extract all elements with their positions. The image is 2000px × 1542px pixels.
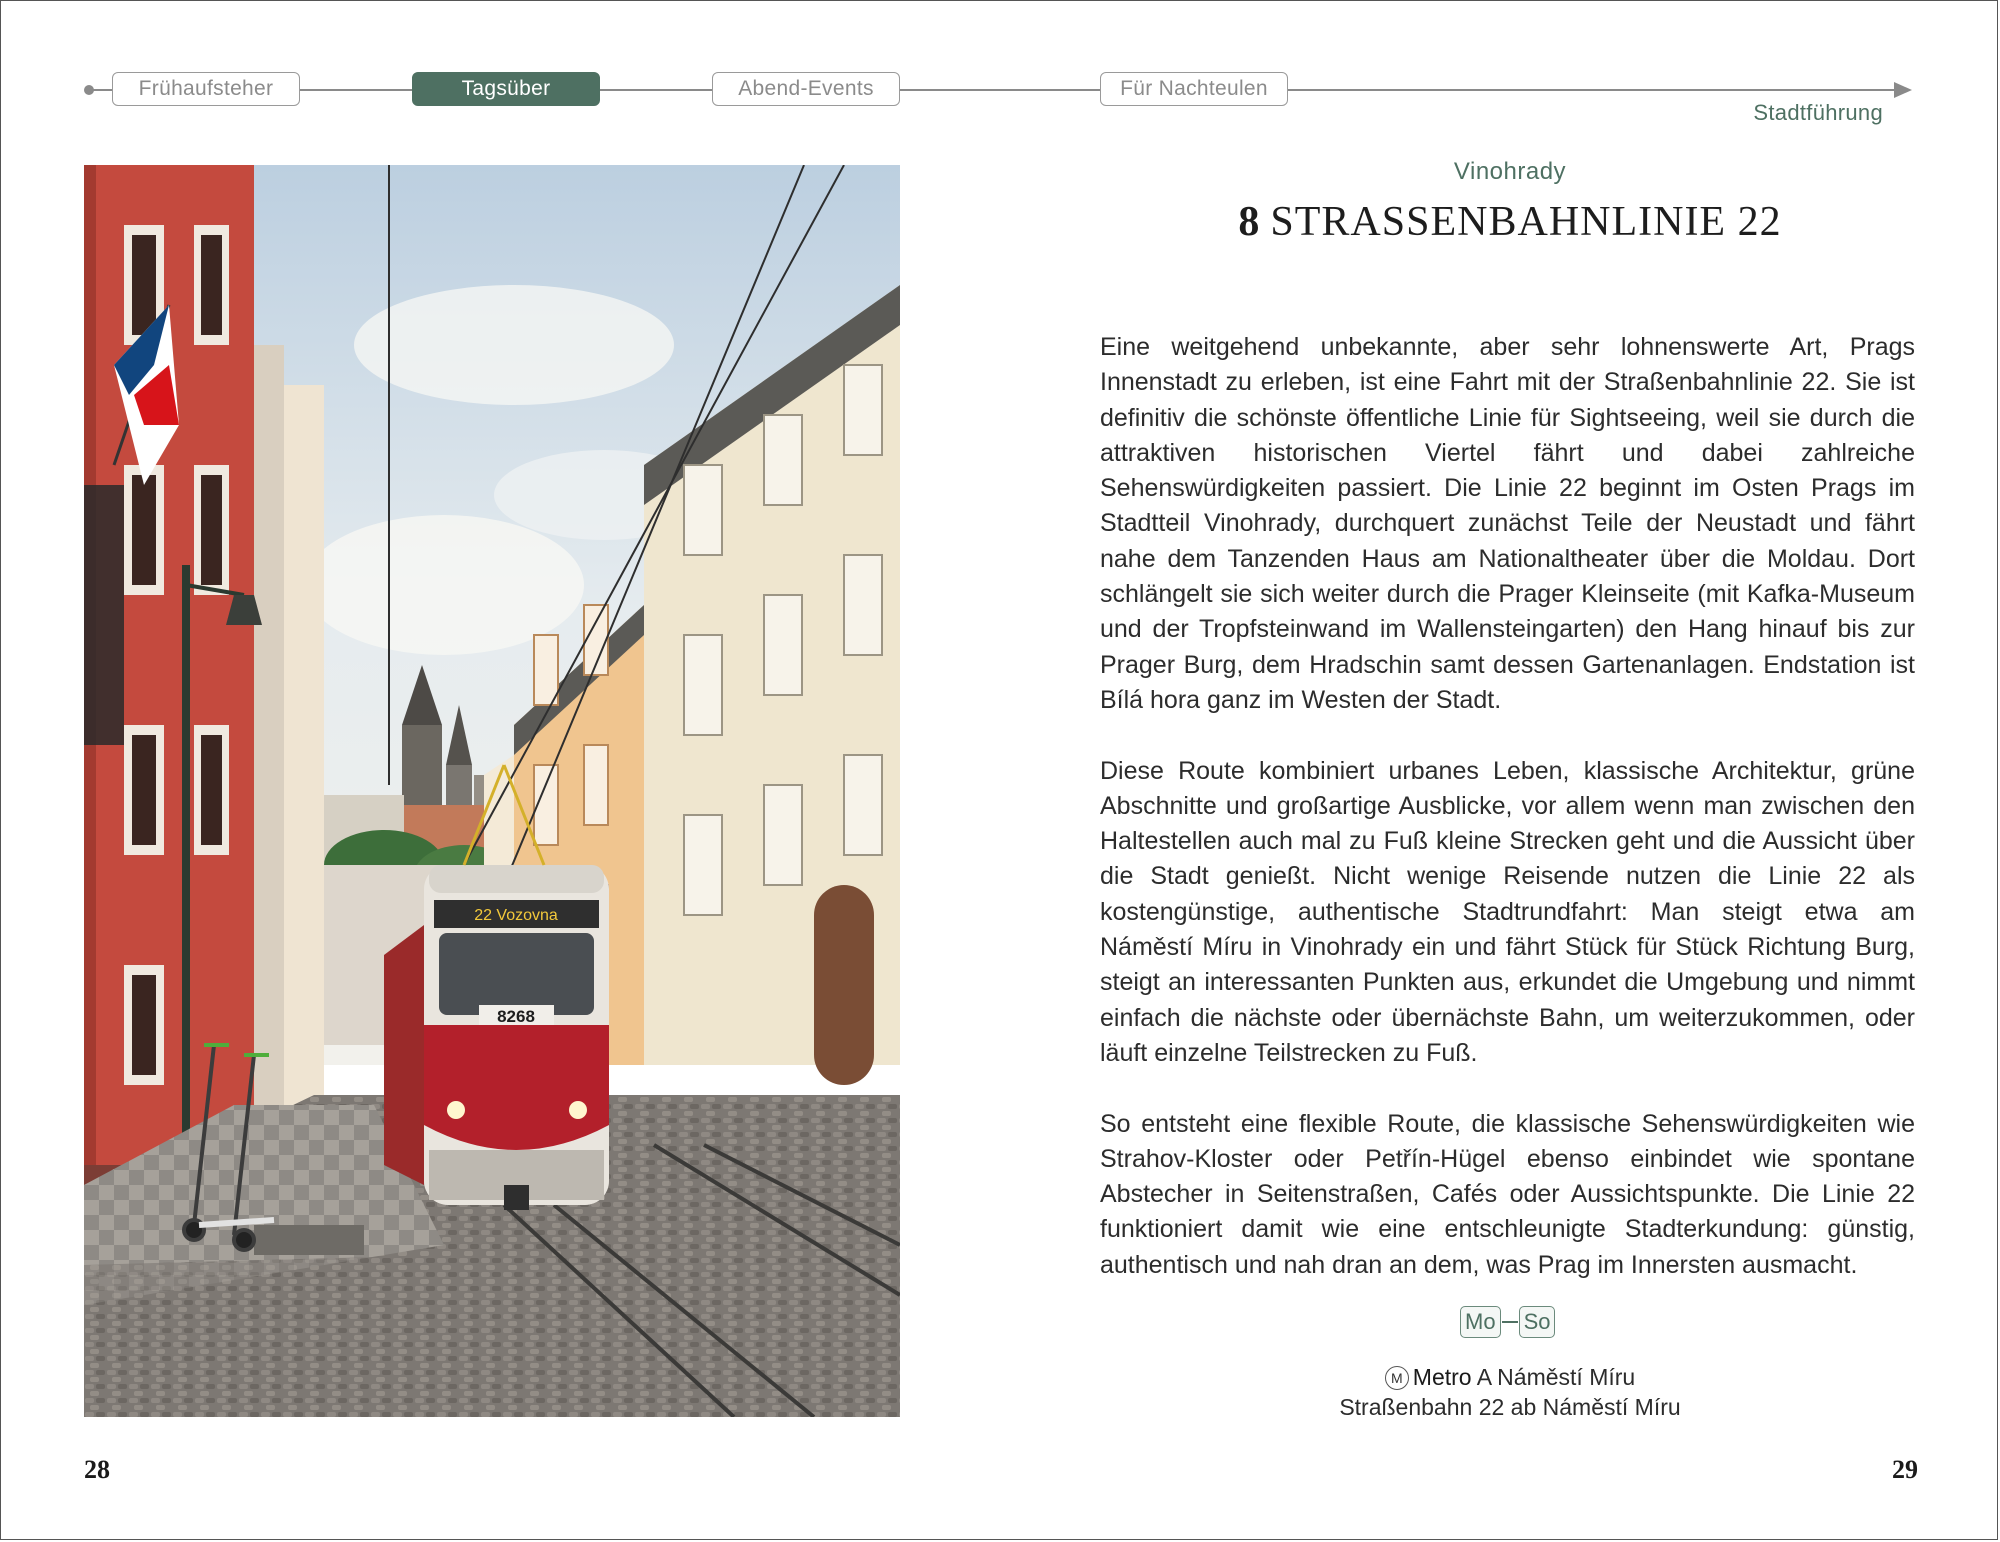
article-paragraph-1: Eine weitgehend unbekannte, aber sehr lohnenswerte Art, Prags Innenstadt zu erleben, ist eine Fahrt mit der Straßenbahnlinie 22. Sie ist definitiv die schönste öffentliche Linie für Sightseeing, weil sie durch die attraktiven historischen Viertel fährt und dabei zahlreiche Sehenswürdigkeiten passiert. Die Linie 22 beginnt im Osten Prags im Stadtteil Vinohrady, durchquert zunächst Teile der Neustadt und fährt nahe dem Tanzenden Haus am Nationaltheater über die Moldau. Dort schlängelt sie sich weiter durch die Prager Kleinseite (mit Kafka-Museum und der Tropfsteinwand im Wallensteingarten) den Hang hinauf bis zur Prager Burg, dem Hradschin samt dessen Gartenanlagen. Endstation ist Bílá hora ganz im Westen der Stadt. [1100,333,1915,714]
transport-info [1080,1362,1940,1422]
tab-abend-events[interactable]: Abend-Events [712,72,900,106]
metro-icon: M [1385,1366,1409,1390]
section-label: Stadtführung [1753,100,1883,125]
article-paragraph-3: So entsteht eine flexible Route, die klassische Sehenswürdigkeiten wie Strahov-Kloster oder Petřín-Hügel ebenso einbindet wie spontane Abstecher in Seitenstraßen, Cafés oder Aussichtspunkte. Die Linie 22 funktioniert damit wie eine entschleunigte Stadterkundung: günstig, authentisch und nah dran an dem, was Prag im Innersten ausmacht. [1100,1109,1915,1279]
district-label: Vinohrady [1453,158,1567,185]
tram-number: 8268 [497,1007,535,1026]
tram-destination-sign: 22 Vozovna [474,907,558,924]
article-title [1080,198,1940,246]
article-number: 8 [1238,199,1261,245]
metro-stop: A Náměstí Míru [1476,1364,1636,1390]
day-to-badge: So [1519,1306,1556,1338]
opening-days [1460,1305,1555,1339]
time-of-day-timeline [84,70,1924,110]
page-number-left: 28 [84,1455,110,1484]
article-body [1100,330,1915,1318]
day-range-dash [1502,1321,1518,1323]
timeline-start-dot [84,85,94,95]
tram-line-row: Straßenbahn 22 ab Náměstí Míru [1339,1394,1681,1420]
tram-street-photo [84,165,900,1417]
timeline-line [88,89,1896,91]
tab-fruehaufsteher[interactable]: Frühaufsteher [112,72,300,106]
day-from-badge: Mo [1460,1306,1501,1338]
article-paragraph-2: Diese Route kombiniert urbanes Leben, klassische Architektur, grüne Abschnitte und großartige Ausblicke, vor allem wenn man zwischen den Haltestellen auch mal zu Fuß kleine Strecken geht und die Aussicht über die Stadt genießt. Nicht wenige Reisende nutzen die Linie 22 als kostengünstige, authentische Stadtrundfahrt: Man steigt etwa am Náměstí Míru in Vinohrady ein und fährt Stück für Stück Richtung Burg, steigt an interessanten Punkten aus, erkundet die Umgebung und nimmt einfach die nächste oder übernächste Bahn, um weiterzukommen, oder läuft einzelne Teilstrecken zu Fuß. [1100,756,1915,1067]
tab-tagsueber[interactable]: Tagsüber [412,72,600,106]
timeline-arrow-icon [1894,82,1912,98]
metro-label: Metro [1412,1364,1472,1390]
metro-line-row [1080,1362,1940,1392]
page-number-right: 29 [1892,1455,1918,1484]
tab-fuer-nachteulen[interactable]: Für Nachteulen [1100,72,1288,106]
article-title-text: STRASSENBAHNLINIE 22 [1270,199,1782,245]
